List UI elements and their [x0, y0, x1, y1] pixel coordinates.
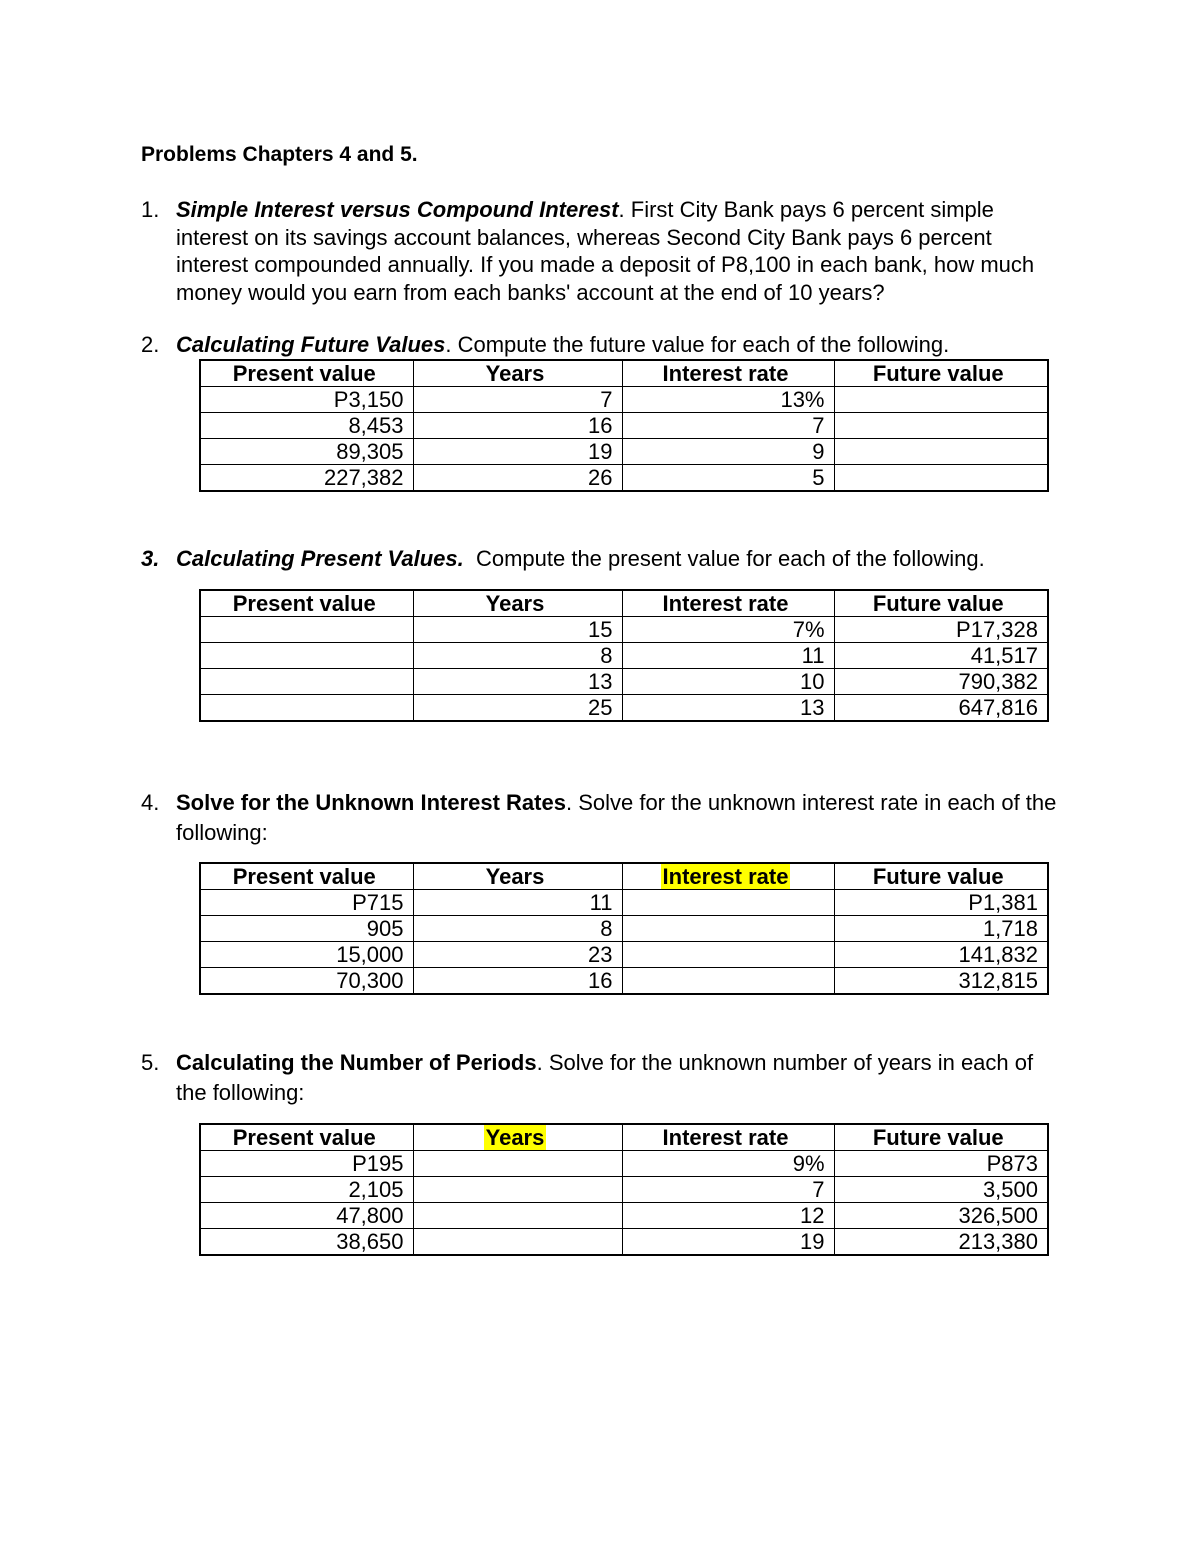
column-header — [413, 1124, 622, 1151]
column-header: Interest rate — [622, 590, 834, 617]
column-header: Future value — [834, 360, 1048, 387]
problem-heading: Calculating Future Values — [176, 332, 446, 357]
table-cell: 905 — [200, 916, 413, 942]
table-cell — [413, 1229, 622, 1256]
table-row — [200, 669, 1048, 695]
problem-heading: Calculating the Number of Periods — [176, 1050, 537, 1075]
table-row — [200, 1177, 1048, 1203]
problem-5 — [141, 1048, 1061, 1108]
column-header: Present value — [200, 1124, 413, 1151]
table-cell: 19 — [413, 439, 622, 465]
table-cell: 13 — [622, 695, 834, 722]
table-row — [200, 617, 1048, 643]
table-cell — [834, 439, 1048, 465]
column-header: Interest rate — [622, 1124, 834, 1151]
table-row — [200, 643, 1048, 669]
table-cell: 3,500 — [834, 1177, 1048, 1203]
table-cell: 227,382 — [200, 465, 413, 492]
table-row — [200, 413, 1048, 439]
table-cell: P715 — [200, 890, 413, 916]
table-cell: 41,517 — [834, 643, 1048, 669]
table-header-row — [200, 360, 1048, 387]
problem-text: . First City Bank pays 6 percent simple interest on its savings account balances, whereas Second City Bank pays 6 percent interest compounded annually. If you made a deposit of P8,100 in each bank, how much money would you earn from each banks' account at the end of 10 years? — [176, 197, 1035, 305]
problem-text: . Solve for the unknown interest rate in each of the following: — [176, 790, 1057, 845]
table-cell — [200, 643, 413, 669]
problem-3 — [141, 545, 1061, 573]
table-cell: 7 — [413, 387, 622, 413]
table-cell: 47,800 — [200, 1203, 413, 1229]
table-cell: 10 — [622, 669, 834, 695]
problem-heading: Simple Interest versus Compound Interest — [176, 197, 619, 222]
table-cell — [413, 1151, 622, 1177]
table-cell — [622, 968, 834, 995]
table-cell: 8 — [413, 916, 622, 942]
table-cell: 213,380 — [834, 1229, 1048, 1256]
table-cell: P873 — [834, 1151, 1048, 1177]
table-cell: 23 — [413, 942, 622, 968]
problem-2 — [141, 331, 1061, 359]
table-cell — [834, 413, 1048, 439]
table-row — [200, 916, 1048, 942]
column-header: Present value — [200, 360, 413, 387]
table-row — [200, 968, 1048, 995]
problem-number: 2. — [141, 332, 160, 357]
table-cell — [413, 1177, 622, 1203]
column-header: Years — [413, 360, 622, 387]
table-cell: 9 — [622, 439, 834, 465]
table-cell — [834, 387, 1048, 413]
table-cell: 11 — [622, 643, 834, 669]
table-cell: 7 — [622, 413, 834, 439]
column-header: Interest rate — [622, 360, 834, 387]
table-row — [200, 1229, 1048, 1256]
table-cell: 11 — [413, 890, 622, 916]
problem-number: 1. — [141, 197, 160, 222]
problem-text: . Solve for the unknown number of years in each of the following: — [176, 1050, 1034, 1105]
table-header-row — [200, 863, 1048, 890]
table-cell: 16 — [413, 968, 622, 995]
document-title: Problems Chapters 4 and 5. — [141, 143, 418, 166]
table-cell: 8,453 — [200, 413, 413, 439]
table-row — [200, 465, 1048, 492]
table-cell: 13 — [413, 669, 622, 695]
highlighted-header: Years — [485, 1125, 545, 1150]
table-cell: 70,300 — [200, 968, 413, 995]
interest-rate-table — [199, 862, 1049, 995]
table-cell: 1,718 — [834, 916, 1048, 942]
table-cell: 312,815 — [834, 968, 1048, 995]
column-header: Present value — [200, 590, 413, 617]
table-cell — [834, 465, 1048, 492]
table-cell: 7% — [622, 617, 834, 643]
table-row — [200, 1203, 1048, 1229]
table-cell: 15,000 — [200, 942, 413, 968]
table-cell: 89,305 — [200, 439, 413, 465]
table-cell: 25 — [413, 695, 622, 722]
table-cell: 5 — [622, 465, 834, 492]
table-cell: 38,650 — [200, 1229, 413, 1256]
problem-heading: Solve for the Unknown Interest Rates — [176, 790, 566, 815]
table-cell: P3,150 — [200, 387, 413, 413]
highlighted-header: Interest rate — [662, 864, 789, 889]
table-row — [200, 439, 1048, 465]
column-header: Years — [413, 863, 622, 890]
table-cell: 16 — [413, 413, 622, 439]
table-cell — [622, 916, 834, 942]
table-cell — [200, 669, 413, 695]
table-cell: P1,381 — [834, 890, 1048, 916]
table-cell — [200, 695, 413, 722]
table-cell: 790,382 — [834, 669, 1048, 695]
problem-number: 5. — [141, 1050, 160, 1075]
table-row — [200, 890, 1048, 916]
table-row — [200, 1151, 1048, 1177]
table-cell: 8 — [413, 643, 622, 669]
table-cell — [622, 890, 834, 916]
table-cell — [413, 1203, 622, 1229]
table-cell: 647,816 — [834, 695, 1048, 722]
problem-heading: Calculating Present Values. — [176, 546, 464, 571]
table-cell: 26 — [413, 465, 622, 492]
table-cell: P17,328 — [834, 617, 1048, 643]
problem-1 — [141, 196, 1061, 306]
column-header: Years — [413, 590, 622, 617]
table-cell: P195 — [200, 1151, 413, 1177]
column-header: Future value — [834, 590, 1048, 617]
table-cell: 13% — [622, 387, 834, 413]
table-cell: 7 — [622, 1177, 834, 1203]
table-cell: 2,105 — [200, 1177, 413, 1203]
table-cell: 141,832 — [834, 942, 1048, 968]
table-cell: 12 — [622, 1203, 834, 1229]
problem-4 — [141, 788, 1061, 848]
present-value-table — [199, 589, 1049, 722]
column-header: Future value — [834, 863, 1048, 890]
column-header — [622, 863, 834, 890]
problem-text: . Compute the future value for each of the following. — [445, 332, 950, 357]
table-cell — [622, 942, 834, 968]
problem-number: 3. — [141, 546, 160, 571]
table-cell: 326,500 — [834, 1203, 1048, 1229]
table-header-row — [200, 590, 1048, 617]
table-header-row — [200, 1124, 1048, 1151]
table-row — [200, 387, 1048, 413]
table-cell — [200, 617, 413, 643]
table-row — [200, 695, 1048, 722]
problem-text: Compute the present value for each of the following. — [463, 546, 985, 571]
table-cell: 15 — [413, 617, 622, 643]
future-value-table — [199, 359, 1049, 492]
table-row — [200, 942, 1048, 968]
table-cell: 19 — [622, 1229, 834, 1256]
problem-number: 4. — [141, 790, 160, 815]
table-cell: 9% — [622, 1151, 834, 1177]
column-header: Present value — [200, 863, 413, 890]
column-header: Future value — [834, 1124, 1048, 1151]
number-of-periods-table — [199, 1123, 1049, 1256]
